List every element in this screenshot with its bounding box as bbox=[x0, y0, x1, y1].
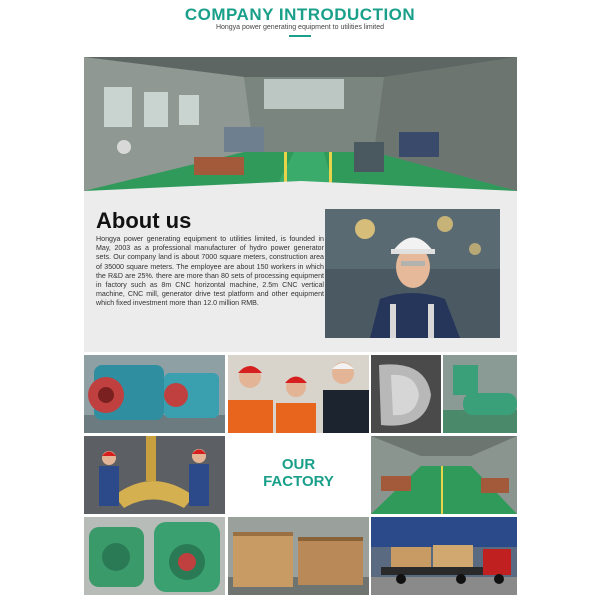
generator-photo bbox=[84, 355, 225, 433]
wooden-crates-photo bbox=[228, 517, 369, 595]
pipe-machine-photo bbox=[443, 355, 517, 433]
factory-hall-photo bbox=[84, 57, 517, 191]
our-factory-line2: FACTORY bbox=[263, 473, 334, 490]
green-turbines-photo bbox=[84, 517, 225, 595]
about-body-text: Hongya power generating equipment to utilities limited, is founded in May, 2003 as a professional manufacturer of hydro power generator sets. Our company land is about 7000 square meters, construction area of 35000 square meters. The employee are about 150 workers in which the R&D are 25%. there are more than 80 sets of processing equipment in factory such as 8m CNC horizontal machine, 2.5m CNC vertical machine, CNC mill, generator drive test platform and other equipment which fixed investment more than 12.0 million RMB. bbox=[96, 235, 324, 308]
runner-assembly-photo bbox=[84, 436, 225, 514]
panel-notch bbox=[84, 181, 517, 191]
page-title: COMPANY INTRODUCTION bbox=[184, 5, 416, 24]
about-heading: About us bbox=[96, 208, 192, 233]
engineer-photo bbox=[325, 209, 500, 338]
turbine-housing-photo bbox=[371, 355, 441, 433]
team-photo bbox=[228, 355, 369, 433]
workshop-floor-photo bbox=[371, 436, 517, 514]
our-factory-line1: OUR bbox=[281, 456, 316, 473]
page-subtitle: Hongya power generating equipment to utilities limited bbox=[215, 24, 385, 31]
truck-shipment-photo bbox=[371, 517, 517, 595]
title-underline bbox=[289, 35, 311, 37]
page-header bbox=[0, 0, 600, 44]
our-factory-label bbox=[228, 436, 369, 514]
